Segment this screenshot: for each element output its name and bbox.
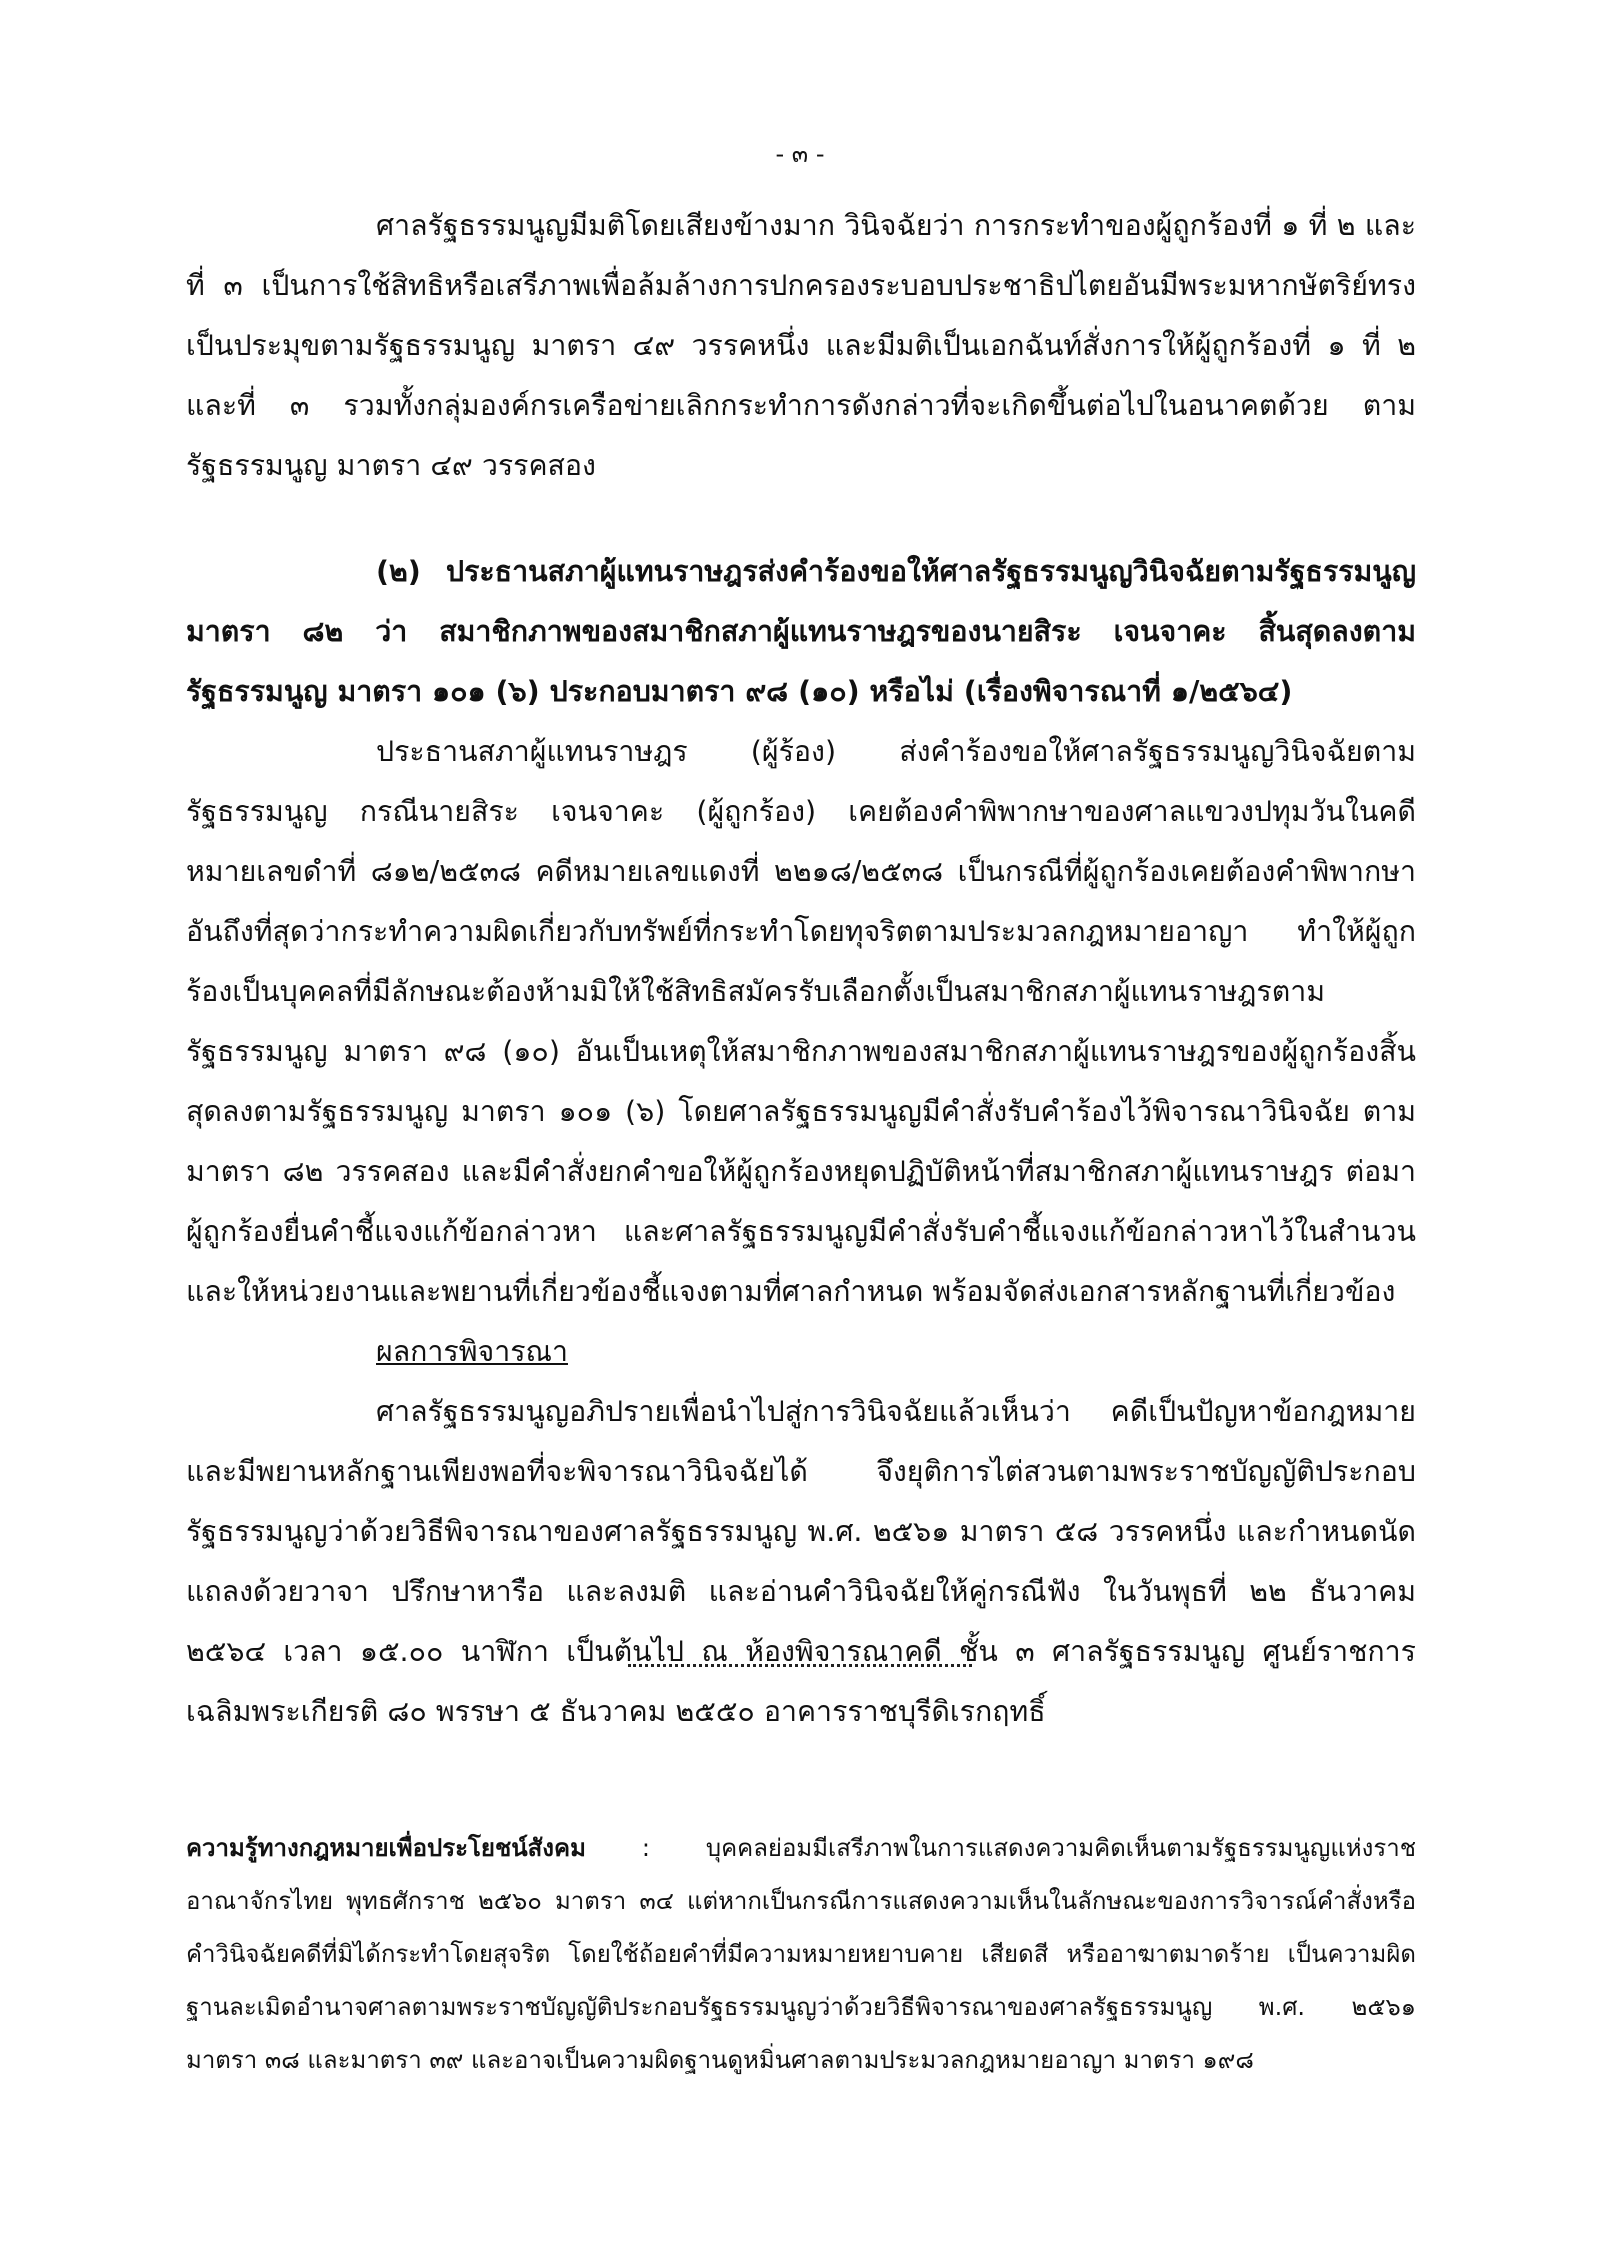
paragraph-spacer [186, 496, 1416, 542]
legal-knowledge-footnote [186, 1822, 1416, 2087]
decision-paragraph: ศาลรัฐธรรมนูญมีมติโดยเสียงข้างมาก วินิจฉัยว่า การกระทำของผู้ถูกร้องที่ ๑ ที่ ๒ และที่ ๓ เป็นการใช้สิทธิหรือเสรีภาพเพื่อล้มล้างการปกครองระบอบประชาธิปไตยอันมีพระมหากษัตริย์ทรงเป็นประมุขตามรัฐธรรมนูญ มาตรา ๔๙ วรรคหนึ่ง และมีมติเป็นเอกฉันท์สั่งการให้ผู้ถูกร้องที่ ๑ ที่ ๒ และที่ ๓ รวมทั้งกลุ่มองค์กรเครือข่ายเลิกกระทำการดังกล่าวที่จะเกิดขึ้นต่อไปในอนาคตด้วย ตามรัฐธรรมนูญ มาตรา ๔๙ วรรคสอง [186, 209, 1416, 482]
document-body [186, 196, 1416, 1742]
result-paragraph: ศาลรัฐธรรมนูญอภิปรายเพื่อนำไปสู่การวินิจฉัยแล้วเห็นว่า คดีเป็นปัญหาข้อกฎหมายและมีพยานหลักฐานเพียงพอที่จะพิจารณาวินิจฉัยได้ จึงยุติการไต่สวนตามพระราชบัญญัติประกอบรัฐธรรมนูญว่าด้วยวิธีพิจารณาของศาลรัฐธรรมนูญ พ.ศ. ๒๕๖๑ มาตรา ๕๘ วรรคหนึ่ง และกำหนดนัดแถลงด้วยวาจา ปรึกษาหารือ และลงมติ และอ่านคำวินิจฉัยให้คู่กรณีฟัง ในวันพุธที่ ๒๒ ธันวาคม ๒๕๖๔ เวลา ๑๕.๐๐ นาฬิกา เป็นต้นไป ณ ห้องพิจารณาคดี ชั้น ๓ ศาลรัฐธรรมนูญ ศูนย์ราชการเฉลิมพระเกียรติ ๘๐ พรรษา ๕ ธันวาคม ๒๕๕๐ อาคารราชบุรีดิเรกฤทธิ์ [186, 1395, 1416, 1728]
footnote-label: ความรู้ทางกฎหมายเพื่อประโยชน์สังคม [186, 1834, 586, 1862]
result-heading-text: ผลการพิจารณา [376, 1335, 568, 1368]
result-heading [186, 1322, 1416, 1382]
footnote-separator: : [641, 1834, 650, 1862]
footnote-text: บุคคลย่อมมีเสรีภาพในการแสดงความคิดเห็นตามรัฐธรรมนูญแห่งราชอาณาจักรไทย พุทธศักราช ๒๕๖๐ มาตรา ๓๔ แต่หากเป็นกรณีการแสดงความเห็นในลักษณะของการวิจารณ์คำสั่งหรือคำวินิจฉัยคดีที่มิได้กระทำโดยสุจริต โดยใช้ถ้อยคำที่มีความหมายหยาบคาย เสียดสี หรืออาฆาตมาดร้าย เป็นความผิดฐานละเมิดอำนาจศาลตามพระราชบัญญัติประกอบรัฐธรรมนูญว่าด้วยวิธีพิจารณาของศาลรัฐธรรมนูญ พ.ศ. ๒๕๖๑ มาตรา ๓๘ และมาตรา ๓๙ และอาจเป็นความผิดฐานดูหมิ่นศาลตามประมวลกฎหมายอาญา มาตรา ๑๙๘ [186, 1834, 1416, 2074]
dotted-separator [628, 1664, 972, 1667]
page-number: - ๓ - [775, 140, 825, 168]
case-2-facts-paragraph: ประธานสภาผู้แทนราษฎร (ผู้ร้อง) ส่งคำร้องขอให้ศาลรัฐธรรมนูญวินิจฉัยตามรัฐธรรมนูญ กรณีนายสิระ เจนจาคะ (ผู้ถูกร้อง) เคยต้องคำพิพากษาของศาลแขวงปทุมวันในคดีหมายเลขดำที่ ๘๑๒/๒๕๓๘ คดีหมายเลขแดงที่ ๒๒๑๘/๒๕๓๘ เป็นกรณีที่ผู้ถูกร้องเคยต้องคำพิพากษาอันถึงที่สุดว่ากระทำความผิดเกี่ยวกับทรัพย์ที่กระทำโดยทุจริตตามประมวลกฎหมายอาญา ทำให้ผู้ถูกร้องเป็นบุคคลที่มีลักษณะต้องห้ามมิให้ใช้สิทธิสมัครรับเลือกตั้งเป็นสมาชิกสภาผู้แทนราษฎรตามรัฐธรรมนูญ มาตรา ๙๘ (๑๐) อันเป็นเหตุให้สมาชิกภาพของสมาชิกสภาผู้แทนราษฎรของผู้ถูกร้องสิ้นสุดลงตามรัฐธรรมนูญ มาตรา ๑๐๑ (๖) โดยศาลรัฐธรรมนูญมีคำสั่งรับคำร้องไว้พิจารณาวินิจฉัย ตามมาตรา ๘๒ วรรคสอง และมีคำสั่งยกคำขอให้ผู้ถูกร้องหยุดปฏิบัติหน้าที่สมาชิกสภาผู้แทนราษฎร ต่อมาผู้ถูกร้องยื่นคำชี้แจงแก้ข้อกล่าวหา และศาลรัฐธรรมนูญมีคำสั่งรับคำชี้แจงแก้ข้อกล่าวหาไว้ในสำนวน และให้หน่วยงานและพยานที่เกี่ยวข้องชี้แจงตามที่ศาลกำหนด พร้อมจัดส่งเอกสารหลักฐานที่เกี่ยวข้อง [186, 735, 1416, 1308]
case-2-heading: (๒) ประธานสภาผู้แทนราษฎรส่งคำร้องขอให้ศาลรัฐธรรมนูญวินิจฉัยตามรัฐธรรมนูญ มาตรา ๘๒ ว่า สมาชิกภาพของสมาชิกสภาผู้แทนราษฎรของนายสิระ เจนจาคะ สิ้นสุดลงตามรัฐธรรมนูญ มาตรา ๑๐๑ (๖) ประกอบมาตรา ๙๘ (๑๐) หรือไม่ (เรื่องพิจารณาที่ ๑/๒๕๖๔) [186, 555, 1416, 708]
